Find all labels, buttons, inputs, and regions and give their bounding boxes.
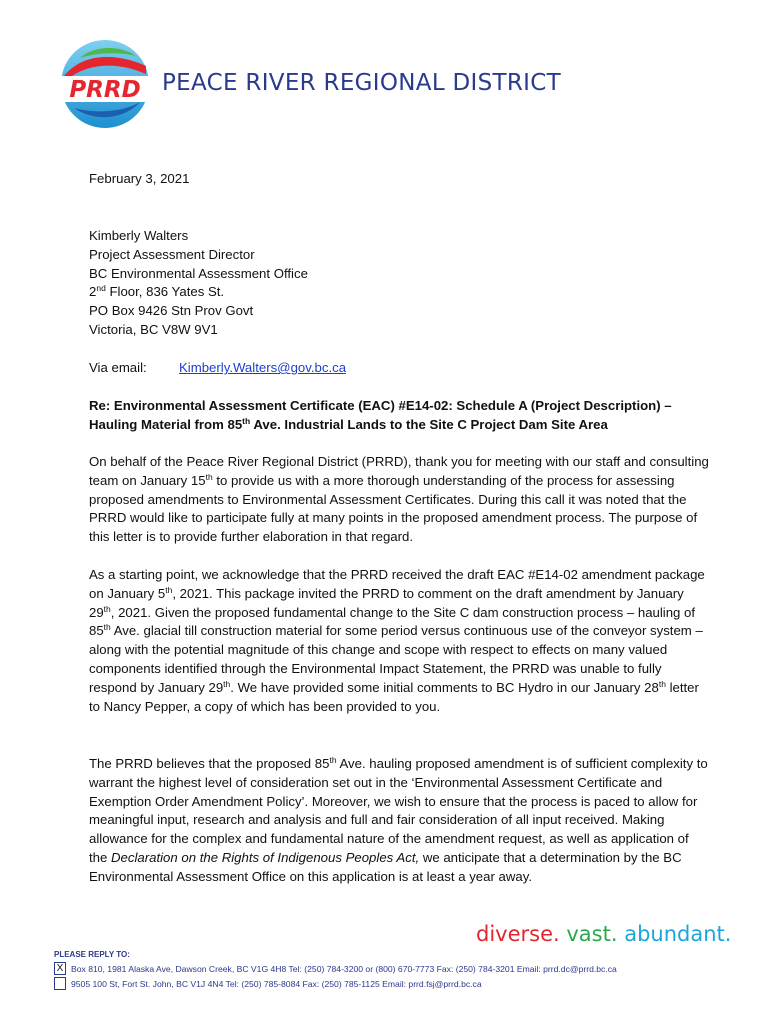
via-label: Via email:: [89, 360, 147, 375]
recipient-title: Project Assessment Director: [89, 246, 255, 262]
office-checkbox-checked[interactable]: X: [54, 962, 66, 975]
subject-line: Re: Environmental Assessment Certificate (EAC) #E14-02: Schedule A (Project Description) – Hauling Material from 85th Ave. Industrial Lands to the Site C Project Dam Site Area: [89, 398, 672, 432]
reply-to-label: PLEASE REPLY TO:: [54, 950, 130, 959]
recipient-address: [89, 227, 709, 340]
office-address-1: Box 810, 1981 Alaska Ave, Dawson Creek, BC V1G 4H8 Tel: (250) 784-3200 or (800) 670-7773 Fax: (250) 784-3201 Email: prrd.dc@prrd.bc.ca: [71, 963, 617, 974]
via-email-line: [89, 359, 709, 378]
logo-text: PRRD: [69, 77, 141, 103]
email-link[interactable]: Kimberly.Walters@gov.bc.ca: [179, 360, 347, 375]
paragraph-2: As a starting point, we acknowledge that the PRRD received the draft EAC #E14-02 amendment package on January 5th, 2021. This package invited the PRRD to comment on the draft amendment by January 29th, 2021. Given the proposed fundamental change to the Site C dam construction process – hauling of 85th Ave. glacial till construction material for some period versus continuous use of the conveyor system – along with the potential magnitude of this change and scope with respect to effects on many valued components identified through the Environmental Impact Statement, the PRRD was unable to fully respond by January 29th. We have provided some initial comments to BC Hydro in our January 28th letter to Nancy Pepper, a copy of which has been provided to you.: [89, 567, 705, 714]
recipient-po-box: PO Box 9426 Stn Prov Govt: [89, 303, 254, 319]
tagline-diverse: diverse.: [476, 922, 560, 946]
recipient-office: BC Environmental Assessment Office: [89, 265, 308, 281]
tagline: [476, 922, 731, 946]
recipient-street: 2nd Floor, 836 Yates St.: [89, 283, 225, 300]
letter-date: February 3, 2021: [89, 171, 190, 186]
paragraph-3: The PRRD believes that the proposed 85th Ave. hauling proposed amendment is of sufficient complexity to warrant the highest level of consideration set out in the ‘Environmental Assessment Certificate and Exemption Order Amendment Policy’. Moreover, we wish to ensure that the process is paced to allow for meaningful input, research and analysis and full and fair consideration of all input received. Making allowance for the complex and fundamental nature of the amendment request, as well as application of the Declaration on the Rights of Indigenous Peoples Act, we anticipate that a determination by the BC Environmental Assessment Office on this application is at least a year away.: [89, 755, 708, 884]
office-checkbox-unchecked[interactable]: [54, 977, 66, 990]
prrd-logo: [50, 36, 160, 132]
office-fort-st-john: [54, 977, 482, 990]
office-dawson-creek: [54, 962, 617, 975]
tagline-vast: vast.: [566, 922, 618, 946]
recipient-name: Kimberly Walters: [89, 228, 189, 243]
paragraph-1: On behalf of the Peace River Regional District (PRRD), thank you for meeting with our staff and consulting team on January 15th to provide us with a more thorough understanding of the process for assessing proposed amendments to Environmental Assessment Certificates. During this call it was noted that the PRRD would like to participate fully at many points in the proposed amendment process. The purpose of this letter is to provide further elaboration in that regard.: [89, 454, 709, 545]
tagline-abundant: abundant.: [624, 922, 732, 946]
office-address-2: 9505 100 St, Fort St. John, BC V1J 4N4 Tel: (250) 785-8084 Fax: (250) 785-1125 Email: prrd.fsj@prrd.bc.ca: [71, 978, 482, 989]
recipient-city: Victoria, BC V8W 9V1: [89, 321, 218, 337]
org-name: PEACE RIVER REGIONAL DISTRICT: [162, 70, 561, 96]
